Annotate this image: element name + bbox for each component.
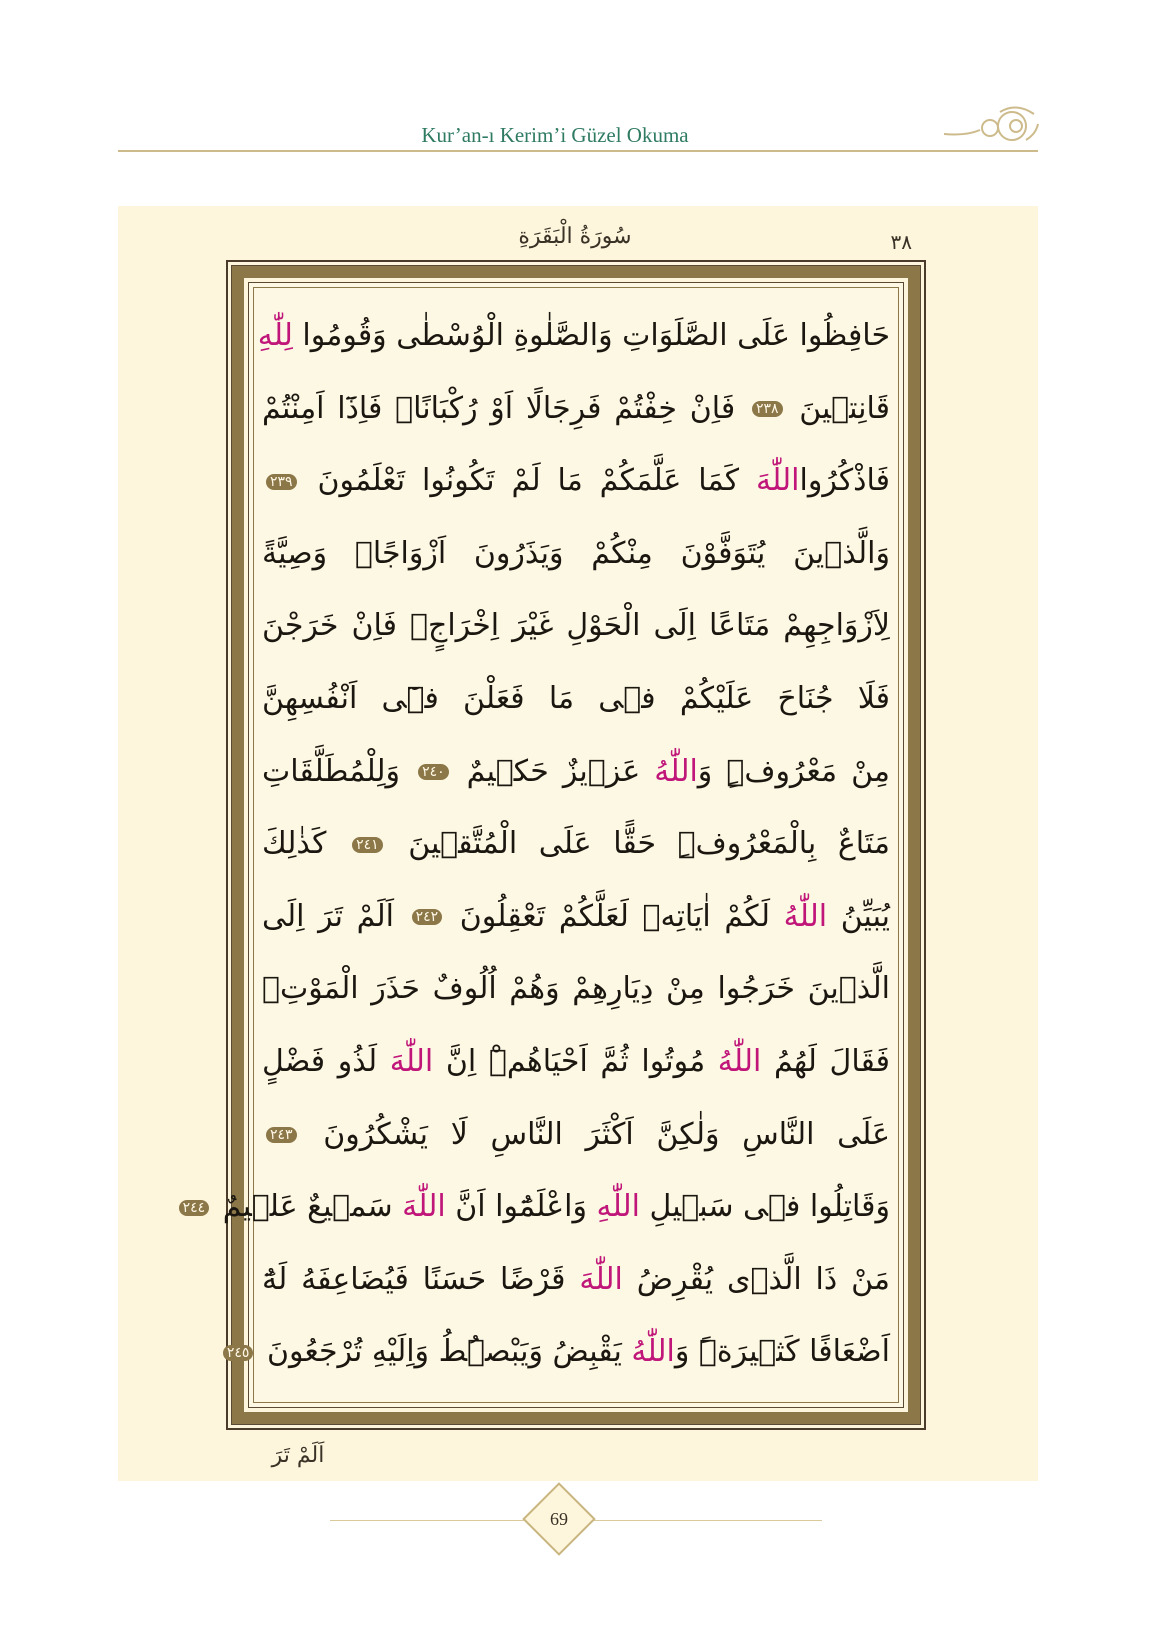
ayah-number-marker: ٢٤٥	[223, 1345, 254, 1361]
divine-name-highlight: اللّٰهُ	[783, 898, 828, 934]
mushaf-page-number: ٣٨	[890, 230, 912, 254]
divine-name-highlight: اللّٰهُ	[654, 753, 698, 789]
verse-line	[262, 1026, 890, 1099]
header-divider	[118, 150, 1038, 152]
verse-line	[262, 1099, 890, 1172]
verse-line	[262, 953, 890, 1026]
verse-line	[262, 1244, 890, 1317]
verse-line	[262, 736, 890, 809]
ayah-number-marker: ٢٤٣	[266, 1127, 297, 1143]
verse-text: فَلَا جُنَاحَ عَلَيْكُمْ فٖى مَا فَعَلْنَ فٖٓى اَنْفُسِهِنَّ	[262, 680, 890, 716]
verse-text: سَمٖيعٌ عَلٖيمٌ	[213, 1189, 403, 1225]
ayah-number-marker: ٢٤٤	[179, 1200, 210, 1216]
verse-text: كَمَا عَلَّمَكُمْ مَا لَمْ تَكُونُوا تَعْلَمُونَ	[300, 463, 756, 499]
divine-name-highlight: اللّٰهَ	[579, 1261, 623, 1297]
ayah-number-marker: ٢٣٨	[752, 401, 783, 417]
running-header-title: Kur’an-ı Kerim’i Güzel Okuma	[421, 123, 689, 147]
divine-name-highlight: اللّٰهَ	[756, 463, 800, 499]
verse-text: فَقَالَ لَهُمُ	[761, 1043, 890, 1079]
divine-name-highlight: اللّٰهُ	[717, 1043, 762, 1079]
ayah-number-marker: ٢٣٩	[266, 474, 297, 490]
verse-text: وَقَاتِلُوا فٖى سَبٖيلِ	[639, 1189, 890, 1225]
verse-line	[262, 808, 890, 881]
verse-text: عَزٖيزٌ حَكٖيمٌ	[452, 753, 655, 789]
ornament-icon	[936, 100, 1044, 156]
verse-lines	[182, 300, 891, 1390]
verse-line	[262, 373, 890, 446]
verse-text: حَافِظُوا عَلَى الصَّلَوَاتِ وَالصَّلٰوةِ الْوُسْطٰى وَقُومُوا	[292, 318, 890, 353]
verse-text: لِاَزْوَاجِهِمْ مَتَاعًا اِلَى الْحَوْلِ غَيْرَ اِخْرَاجٍۚ فَاِنْ خَرَجْنَ	[262, 608, 890, 644]
verse-text: قَرْضًا حَسَنًا فَيُضَاعِفَهُ لَهُٓ	[262, 1261, 580, 1297]
verse-text: مِنْ مَعْرُوفٍۜ وَ	[697, 753, 890, 789]
ayah-number-marker: ٢٤١	[352, 837, 383, 853]
page-number: 69	[550, 1509, 568, 1529]
divine-name-highlight: اللّٰهِ	[596, 1189, 640, 1225]
divine-name-highlight: اللّٰهَ	[402, 1189, 446, 1225]
verse-line	[182, 1171, 890, 1244]
verse-line	[262, 590, 890, 663]
verse-line	[257, 300, 890, 373]
verse-text: وَاعْلَمُٓوا اَنَّ	[445, 1189, 597, 1225]
verse-line	[262, 445, 890, 518]
verse-text: وَالَّذٖينَ يُتَوَفَّوْنَ مِنْكُمْ وَيَذَرُونَ اَزْوَاجًاۚ وَصِيَّةً	[262, 535, 890, 571]
verse-line	[262, 881, 890, 954]
verse-text: مَتَاعٌ بِالْمَعْرُوفِۜ حَقًّا عَلَى الْمُتَّقٖينَ	[386, 826, 890, 862]
verse-text: فَاذْكُرُوا	[799, 463, 890, 499]
divine-name-highlight: اللّٰهَ	[389, 1043, 434, 1079]
verse-line	[226, 1316, 890, 1389]
verse-text: مُوتُوا ثُمَّ اَحْيَاهُمْۜ اِنَّ	[433, 1043, 718, 1079]
verse-text: لَذُو فَضْلٍ	[262, 1043, 390, 1079]
surah-name: سُورَةُ الْبَقَرَةِ	[518, 224, 632, 249]
verse-text: وَلِلْمُطَلَّقَاتِ	[262, 753, 415, 789]
verse-text: عَلَى النَّاسِ وَلٰكِنَّ اَكْثَرَ النَّاسِ لَا يَشْكُرُونَ	[300, 1116, 890, 1152]
verse-text: لَكُمْ اٰيَاتِهٖ لَعَلَّكُمْ تَعْقِلُونَ	[446, 898, 784, 934]
verse-line	[262, 663, 890, 736]
verse-text: الَّذٖينَ خَرَجُوا مِنْ دِيَارِهِمْ وَهُمْ اُلُوفٌ حَذَرَ الْمَوْتِۖ	[262, 971, 890, 1007]
verse-text: مَنْ ذَا الَّذٖى يُقْرِضُ	[622, 1261, 890, 1297]
ayah-number-marker: ٢٤٠	[418, 764, 449, 780]
verse-text: يَقْبِضُ وَيَبْصُۜطُ وَاِلَيْهِ تُرْجَعُونَ	[257, 1334, 632, 1370]
divine-name-highlight: لِلّٰهِ	[257, 318, 293, 353]
verse-text: قَانِتٖينَ	[786, 390, 890, 426]
catchword: اَلَمْ تَرَ	[271, 1443, 325, 1468]
verse-text: كَذٰلِكَ	[262, 826, 349, 862]
verse-line	[262, 518, 890, 591]
ayah-number-marker: ٢٤٢	[412, 909, 443, 925]
verse-text: فَاِنْ خِفْتُمْ فَرِجَالًا اَوْ رُكْبَانًاۚ فَاِذَٓا اَمِنْتُمْ	[262, 390, 748, 426]
divine-name-highlight: اللّٰهُ	[631, 1334, 675, 1370]
verse-text: اَلَمْ تَرَ اِلَى	[262, 898, 408, 934]
verse-text: اَضْعَافًا كَثٖيرَةًۜ وَ	[674, 1334, 890, 1370]
verse-text: يُبَيِّنُ	[827, 898, 891, 934]
